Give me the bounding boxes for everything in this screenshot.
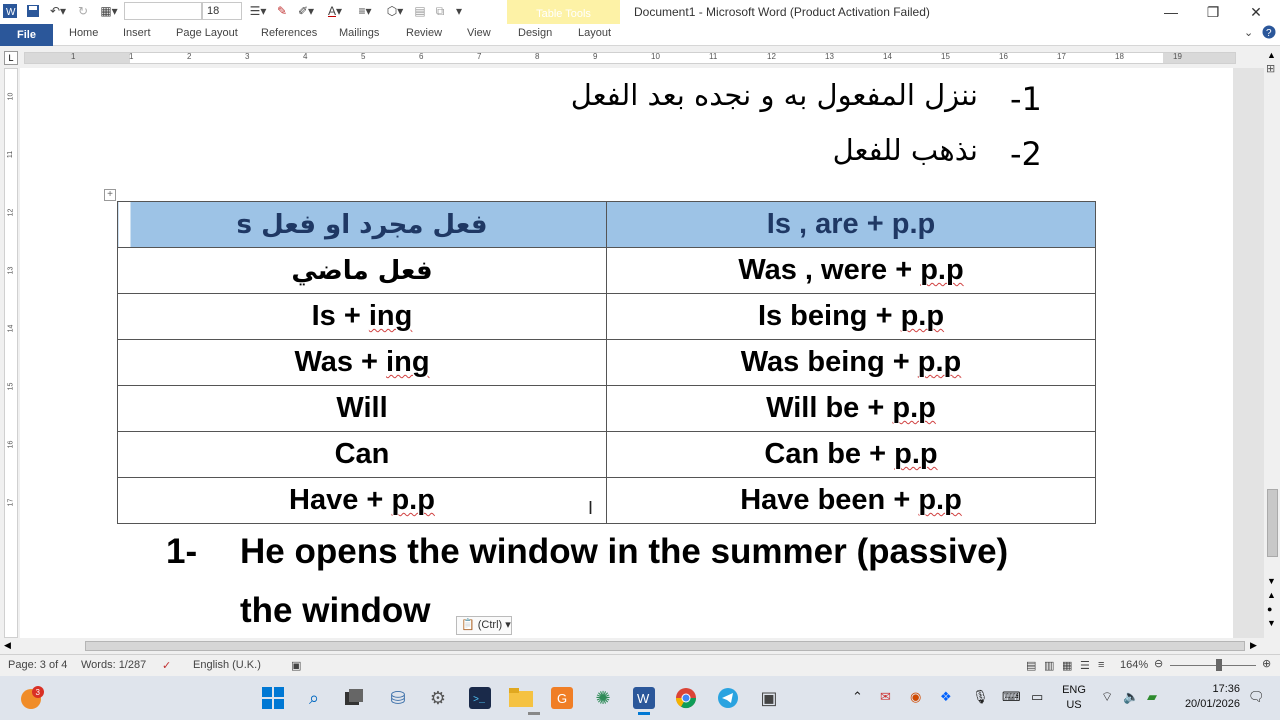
cell-text: Was , were + bbox=[738, 254, 921, 286]
table-tools-context-label: Table Tools bbox=[507, 0, 620, 26]
full-screen-reading-icon[interactable]: ▥ bbox=[1044, 660, 1055, 672]
previous-page-icon[interactable]: ▲ bbox=[1267, 590, 1276, 600]
table-move-handle[interactable]: + bbox=[104, 189, 116, 201]
tab-design[interactable]: Design bbox=[518, 27, 553, 39]
clear-format-icon[interactable]: ✎ bbox=[276, 4, 288, 18]
ruler-number: 13 bbox=[7, 266, 15, 275]
word-count[interactable]: Words: 1/287 bbox=[81, 659, 147, 671]
language-indicator[interactable]: English (U.K.) bbox=[193, 659, 261, 671]
cell-text: Have been + bbox=[740, 484, 919, 516]
ruler-row bbox=[0, 46, 1280, 68]
ruler-number: 3 bbox=[245, 52, 250, 61]
table-cell[interactable] bbox=[607, 386, 1096, 432]
sentence-continuation: the window bbox=[240, 591, 431, 630]
spelling-flagged-text: p.p bbox=[391, 484, 435, 516]
arabic-line-2-text: نذهب للفعل bbox=[832, 133, 978, 167]
ruler-number: 13 bbox=[825, 52, 834, 61]
horizontal-scroll-thumb[interactable] bbox=[85, 641, 1245, 651]
show-hidden-icons[interactable]: ⌃ bbox=[852, 689, 863, 704]
search-icon[interactable]: ⌕ bbox=[308, 687, 320, 708]
clipboard-icon: 📋 bbox=[461, 619, 475, 631]
table-cell[interactable] bbox=[607, 248, 1096, 294]
title-bar bbox=[0, 0, 1280, 24]
spelling-flagged-text: p.p bbox=[918, 484, 962, 516]
table-row bbox=[118, 432, 1096, 478]
macro-icon[interactable]: ▣ bbox=[291, 660, 302, 672]
tray-app-icon[interactable]: ✉ bbox=[880, 689, 891, 704]
tab-insert[interactable]: Insert bbox=[123, 27, 151, 39]
customize-quick-access-icon[interactable]: ▾ bbox=[455, 4, 463, 18]
zoom-in-icon[interactable]: ⊕ bbox=[1262, 658, 1272, 670]
tray-app-icon[interactable]: ◉ bbox=[910, 689, 922, 704]
sentence-text: He opens the window in the summer (passive) bbox=[240, 532, 1009, 571]
svg-text:W: W bbox=[6, 7, 16, 18]
spelling-flagged-text: p.p bbox=[894, 438, 938, 470]
document-page[interactable] bbox=[20, 68, 1233, 638]
volume-icon[interactable]: 🔈 bbox=[1123, 689, 1140, 704]
status-bar bbox=[0, 654, 1280, 676]
table-row bbox=[118, 478, 1096, 524]
screenshot-icon[interactable]: ⧉ bbox=[435, 3, 445, 18]
ruler-number: 4 bbox=[303, 52, 308, 61]
print-layout-icon[interactable]: ▤ bbox=[1026, 660, 1037, 672]
cell-text: Will be + bbox=[766, 392, 893, 424]
word-icon[interactable] bbox=[2, 2, 18, 20]
svg-text:W: W bbox=[637, 691, 650, 706]
horizontal-ruler[interactable] bbox=[24, 52, 1236, 64]
outline-icon[interactable]: ☰ bbox=[1080, 660, 1090, 672]
table-cell[interactable] bbox=[607, 478, 1096, 524]
document-title: Document1 - Microsoft Word (Product Activation Failed) bbox=[634, 5, 930, 19]
ruler-number: 15 bbox=[941, 52, 950, 61]
ruler-number: 8 bbox=[535, 52, 540, 61]
text-cursor-icon: I bbox=[588, 498, 594, 518]
task-view-icon[interactable] bbox=[340, 684, 368, 712]
app-g-icon[interactable] bbox=[548, 684, 576, 712]
web-layout-icon[interactable]: ▦ bbox=[1062, 660, 1073, 672]
spelling-flagged-text: p.p bbox=[917, 346, 962, 378]
highlight-icon[interactable]: ✐▾ bbox=[297, 4, 315, 18]
font-color-icon[interactable]: A ▾ bbox=[327, 4, 343, 18]
tab-view[interactable]: View bbox=[467, 27, 491, 39]
svg-text:>_: >_ bbox=[473, 695, 486, 706]
table-cell[interactable] bbox=[118, 294, 607, 340]
ruler-number: 10 bbox=[651, 52, 660, 61]
ruler-number: 9 bbox=[593, 52, 598, 61]
svg-text:G: G bbox=[557, 691, 568, 706]
tab-mailings[interactable]: Mailings bbox=[339, 27, 380, 39]
tab-layout[interactable]: Layout bbox=[578, 27, 612, 39]
table-cell[interactable] bbox=[118, 478, 607, 524]
ruler-number: 16 bbox=[999, 52, 1008, 61]
minimize-button[interactable]: — bbox=[1164, 4, 1178, 20]
tense-table[interactable] bbox=[117, 201, 1096, 524]
zoom-level[interactable]: 164% bbox=[1120, 659, 1149, 671]
proofing-icon[interactable]: ✓ bbox=[162, 660, 172, 672]
chevron-down-icon: ▾ bbox=[505, 619, 511, 631]
notifications-icon[interactable]: 🗨 bbox=[1248, 689, 1265, 704]
table-cell[interactable] bbox=[118, 340, 607, 386]
clock[interactable] bbox=[1178, 682, 1240, 712]
telegram-icon[interactable] bbox=[714, 684, 742, 712]
restore-button[interactable]: ❐ bbox=[1206, 3, 1220, 20]
align-icon[interactable]: ≡▾ bbox=[358, 4, 372, 18]
settings-gear-icon[interactable]: ⚙ bbox=[429, 687, 447, 708]
scroll-right-icon[interactable]: ▶ bbox=[1250, 640, 1257, 650]
insert-table-icon[interactable]: ▤ bbox=[414, 4, 426, 18]
zoom-slider[interactable] bbox=[1170, 665, 1256, 666]
table-cell[interactable]: فعل مجرد او فعل s bbox=[118, 202, 607, 248]
start-icon[interactable] bbox=[259, 684, 287, 712]
table-row bbox=[118, 202, 1096, 248]
ruler-number: 19 bbox=[1173, 52, 1182, 61]
ruler-number: 11 bbox=[709, 52, 718, 61]
ribbon-collapse-icon[interactable]: ⌄ bbox=[1244, 27, 1254, 39]
ruler-number: 12 bbox=[767, 52, 776, 61]
microphone-icon[interactable]: 🎙 bbox=[972, 689, 989, 704]
table-row bbox=[118, 386, 1096, 432]
table-row bbox=[118, 248, 1096, 294]
scroll-down-icon[interactable]: ▼ bbox=[1267, 576, 1276, 586]
weather-icon[interactable] bbox=[18, 684, 46, 712]
line-spacing-icon[interactable]: ☰▾ bbox=[249, 4, 267, 18]
ruler-toggle-icon[interactable]: ⊞ bbox=[1266, 63, 1276, 75]
vertical-scroll-thumb[interactable] bbox=[1267, 489, 1278, 557]
ruler-number: 12 bbox=[7, 208, 15, 217]
terminal-app-icon[interactable] bbox=[466, 684, 494, 712]
spelling-flagged-text: p.p bbox=[920, 254, 964, 286]
document-area[interactable] bbox=[20, 68, 1264, 638]
horizontal-scrollbar[interactable] bbox=[0, 638, 1264, 654]
draft-icon[interactable]: ≡ bbox=[1098, 659, 1105, 671]
scroll-left-icon[interactable]: ◀ bbox=[4, 640, 11, 650]
word-taskbar-icon[interactable] bbox=[630, 684, 658, 712]
table-cell[interactable]: Can bbox=[118, 432, 607, 478]
zoom-out-icon[interactable]: ⊖ bbox=[1154, 658, 1164, 670]
shapes-icon[interactable]: ⬡▾ bbox=[386, 4, 404, 18]
table-icon[interactable]: ▦▾ bbox=[100, 4, 118, 18]
next-page-icon[interactable]: ▼ bbox=[1267, 618, 1276, 628]
save-icon[interactable] bbox=[24, 2, 42, 20]
ruler-number: 10 bbox=[7, 92, 15, 101]
cell-text: Have + bbox=[289, 484, 392, 516]
file-explorer-icon[interactable] bbox=[507, 684, 535, 712]
arabic-line-1-number: -1 bbox=[1010, 80, 1042, 118]
tab-selector[interactable]: L bbox=[4, 51, 18, 65]
taskbar bbox=[0, 676, 1280, 720]
ruler-number: 14 bbox=[883, 52, 892, 61]
arabic-line-1-text: ننزل المفعول به و نجده بعد الفعل bbox=[570, 78, 978, 112]
ruler-number: 17 bbox=[7, 498, 15, 507]
vertical-scrollbar[interactable] bbox=[1264, 46, 1280, 638]
table-cell[interactable] bbox=[607, 432, 1096, 478]
ruler-number: 6 bbox=[419, 52, 424, 61]
arabic-line-2-number: -2 bbox=[1010, 135, 1042, 173]
clock-date: 20/01/2026 bbox=[1184, 698, 1240, 710]
tab-home[interactable]: Home bbox=[69, 27, 99, 39]
network-app-icon[interactable]: ✺ bbox=[595, 687, 611, 708]
clock-time: 17:36 bbox=[1212, 683, 1240, 695]
scroll-up-icon[interactable]: ▲ bbox=[1267, 50, 1276, 60]
cell-text: Can be + bbox=[764, 438, 895, 470]
ruler-number: 1 bbox=[129, 52, 134, 61]
close-button[interactable]: ✕ bbox=[1250, 3, 1262, 20]
ruler-number: 1 bbox=[71, 52, 76, 61]
ruler-number: 17 bbox=[1057, 52, 1066, 61]
keyboard-icon[interactable]: ⌨ bbox=[1002, 689, 1021, 704]
files-app-icon[interactable]: ⛁ bbox=[390, 687, 406, 708]
table-cell[interactable]: فعل ماضي bbox=[118, 248, 607, 294]
table-cell[interactable] bbox=[607, 340, 1096, 386]
spelling-flagged-text: ing bbox=[368, 300, 413, 332]
ruler-number: 7 bbox=[477, 52, 482, 61]
tab-file[interactable]: File bbox=[0, 24, 53, 46]
running-indicator bbox=[528, 712, 540, 715]
ruler-number: 16 bbox=[7, 440, 15, 449]
cell-text: Was + bbox=[294, 346, 387, 378]
undo-icon[interactable]: ↶▾ bbox=[49, 4, 67, 18]
sentence-number: 1- bbox=[166, 532, 198, 571]
spelling-flagged-text: ing bbox=[386, 346, 430, 378]
font-size-box[interactable]: 18 bbox=[202, 2, 242, 20]
font-name-box[interactable] bbox=[124, 2, 202, 20]
ribbon-tabs bbox=[0, 24, 1280, 46]
tab-references[interactable]: References bbox=[261, 27, 318, 39]
cell-text: Is being + bbox=[757, 300, 901, 332]
ruler-number: 18 bbox=[1115, 52, 1124, 61]
tab-review[interactable]: Review bbox=[406, 27, 443, 39]
cell-text: Was being + bbox=[740, 346, 918, 378]
ruler-number: 15 bbox=[7, 382, 15, 391]
paste-options-label: (Ctrl) bbox=[477, 619, 503, 631]
ruler-number: 5 bbox=[361, 52, 366, 61]
table-cell[interactable] bbox=[607, 294, 1096, 340]
table-row bbox=[118, 294, 1096, 340]
chrome-icon[interactable] bbox=[672, 684, 700, 712]
tab-page-layout[interactable]: Page Layout bbox=[176, 27, 238, 39]
table-cell[interactable]: Is , are + p.p bbox=[607, 202, 1096, 248]
spelling-flagged-text: p.p bbox=[900, 300, 945, 332]
wifi-icon[interactable]: ⌔ bbox=[1101, 689, 1114, 704]
cell-text: Is + bbox=[311, 300, 369, 332]
store-app-icon[interactable]: ▣ bbox=[760, 687, 778, 708]
vertical-ruler[interactable] bbox=[4, 68, 18, 638]
region-code: US bbox=[1066, 699, 1082, 711]
table-cell[interactable]: Will bbox=[118, 386, 607, 432]
browse-object-icon[interactable]: ● bbox=[1267, 604, 1273, 614]
input-language[interactable] bbox=[1060, 683, 1088, 713]
weather-badge: 3 bbox=[35, 688, 40, 697]
svg-text:?: ? bbox=[1266, 28, 1272, 39]
paste-options-button[interactable] bbox=[456, 616, 512, 635]
ruler-number: 14 bbox=[7, 324, 15, 333]
battery-icon[interactable]: ▰ bbox=[1147, 689, 1157, 704]
language-code: ENG bbox=[1062, 684, 1086, 696]
ruler-number: 2 bbox=[187, 52, 192, 61]
active-indicator bbox=[638, 712, 650, 715]
page-indicator[interactable]: Page: 3 of 4 bbox=[8, 659, 68, 671]
help-icon[interactable] bbox=[1262, 25, 1276, 42]
spelling-flagged-text: p.p bbox=[892, 392, 936, 424]
table-row bbox=[118, 340, 1096, 386]
zoom-slider-handle[interactable] bbox=[1216, 659, 1222, 671]
display-icon[interactable]: ▭ bbox=[1031, 689, 1044, 704]
ruler-number: 11 bbox=[7, 150, 15, 159]
redo-icon[interactable]: ↻ bbox=[77, 4, 89, 18]
dropbox-icon[interactable]: ❖ bbox=[940, 689, 952, 704]
